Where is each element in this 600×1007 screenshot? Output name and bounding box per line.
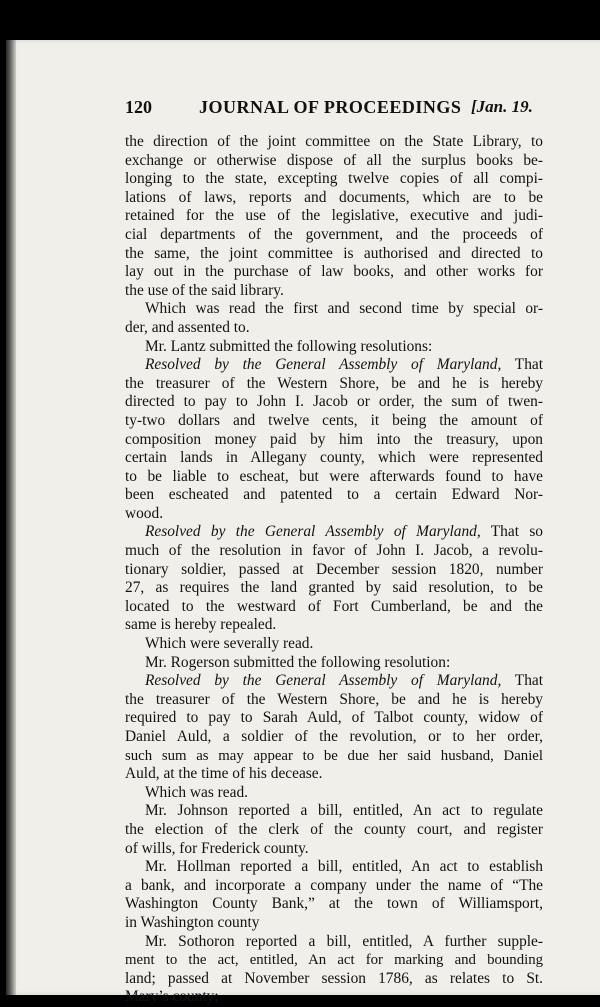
text-line: 27, as requires the land granted by said resolution, to be <box>125 579 543 597</box>
text-line: the treasurer of the Western Shore, be and he is hereby <box>125 690 543 708</box>
text-line: tionary soldier, passed at December session 1820, number <box>125 560 543 578</box>
page-number: 120 <box>125 97 152 117</box>
text-line: Which was read. <box>145 783 248 801</box>
date-mark: [Jan. 19. <box>471 97 533 116</box>
text-line: in Washington county <box>125 913 260 931</box>
resolution-formula: Resolved by the General Assembly of Maryland, <box>145 356 502 374</box>
text-line: the same, the joint committee is authorised and directed to <box>125 244 543 262</box>
running-head: JOURNAL OF PROCEEDINGS <box>199 97 462 117</box>
resolution-formula: Resolved by the General Assembly of Maryland, <box>145 523 481 541</box>
text-line: exchange or otherwise dispose of all the surplus books be- <box>125 151 543 169</box>
text-line: directed to pay to John I. Jacob or order, the sum of twen- <box>125 393 543 411</box>
resolution-line: Resolved by the General Assembly of Maryland, That so <box>145 523 544 541</box>
text-line: Mr. Sothoron reported a bill, entitled, A further supple- <box>145 932 543 950</box>
text-line: land; passed at November session 1786, as relates to St. <box>125 969 543 987</box>
text-line: much of the resolution in favor of John I. Jacob, a revolu- <box>125 542 543 560</box>
text-line: der, and assented to. <box>125 318 250 336</box>
text-line: such sum as may appear to be due her said husband, Daniel <box>125 747 543 764</box>
text-line: Mary’s county; <box>125 988 219 1006</box>
text-line: to be liable to escheat, but were afterwards found to have <box>125 467 543 485</box>
text-line: cial departments of the government, and the proceeds of <box>125 225 543 243</box>
text-line: lations of laws, reports and documents, which are to be <box>125 188 543 206</box>
text-line: wood. <box>125 504 164 522</box>
text-line: Which were severally read. <box>145 635 314 653</box>
text-line: the use of the said library. <box>125 281 284 299</box>
text-line: certain lands in Allegany county, which were represented <box>125 449 543 467</box>
text-line: composition money paid by him into the treasury, upon <box>125 430 543 448</box>
text-line: Auld, at the time of his decease. <box>125 765 323 783</box>
text-line: retained for the use of the legislative, executive and judi- <box>125 207 543 225</box>
text-line: longing to the state, excepting twelve copies of all compi- <box>125 170 543 188</box>
text-line: ment to the act, entitled, An act for marking and bounding <box>125 952 543 969</box>
text-line: Mr. Lantz submitted the following resolutions: <box>145 337 433 355</box>
text-line: located to the westward of Fort Cumberland, be and the <box>125 597 543 615</box>
text-line: lay out in the purchase of law books, and other works for <box>125 263 543 281</box>
text-line: Washington County Bank,” at the town of Williamsport, <box>125 895 543 913</box>
text-line: the election of the clerk of the county court, and register <box>125 820 543 838</box>
text-line: Mr. Rogerson submitted the following resolution: <box>145 653 451 671</box>
text-line: Which was read the first and second time by special or- <box>145 300 543 318</box>
page-header <box>125 97 550 123</box>
text-line: been escheated and patented to a certain Edward Nor- <box>125 486 543 504</box>
text-line: ty-two dollars and twelve cents, it being the amount of <box>125 411 543 429</box>
text-line: the treasurer of the Western Shore, be and he is hereby <box>125 374 543 392</box>
text-line: required to pay to Sarah Auld, of Talbot county, widow of <box>125 709 543 727</box>
text-line: same is hereby repealed. <box>125 616 277 634</box>
body-text <box>125 133 543 1007</box>
resolution-line: Resolved by the General Assembly of Maryland, That <box>145 672 543 690</box>
text-line: a bank, and incorporate a company under the name of “The <box>125 876 543 894</box>
page-gutter-shadow <box>6 40 16 995</box>
text-line: Mr. Hollman reported a bill, entitled, An act to establish <box>145 858 543 876</box>
text-line: of wills, for Frederick county. <box>125 839 309 857</box>
resolution-formula: Resolved by the General Assembly of Maryland, <box>145 672 502 690</box>
text-line: the direction of the joint committee on the State Library, to <box>125 133 543 150</box>
text-line: Mr. Johnson reported a bill, entitled, An act to regulate <box>145 802 543 820</box>
text-line: Daniel Auld, a soldier of the revolution, or to her order, <box>125 728 543 745</box>
resolution-line: Resolved by the General Assembly of Maryland, That <box>145 356 543 374</box>
